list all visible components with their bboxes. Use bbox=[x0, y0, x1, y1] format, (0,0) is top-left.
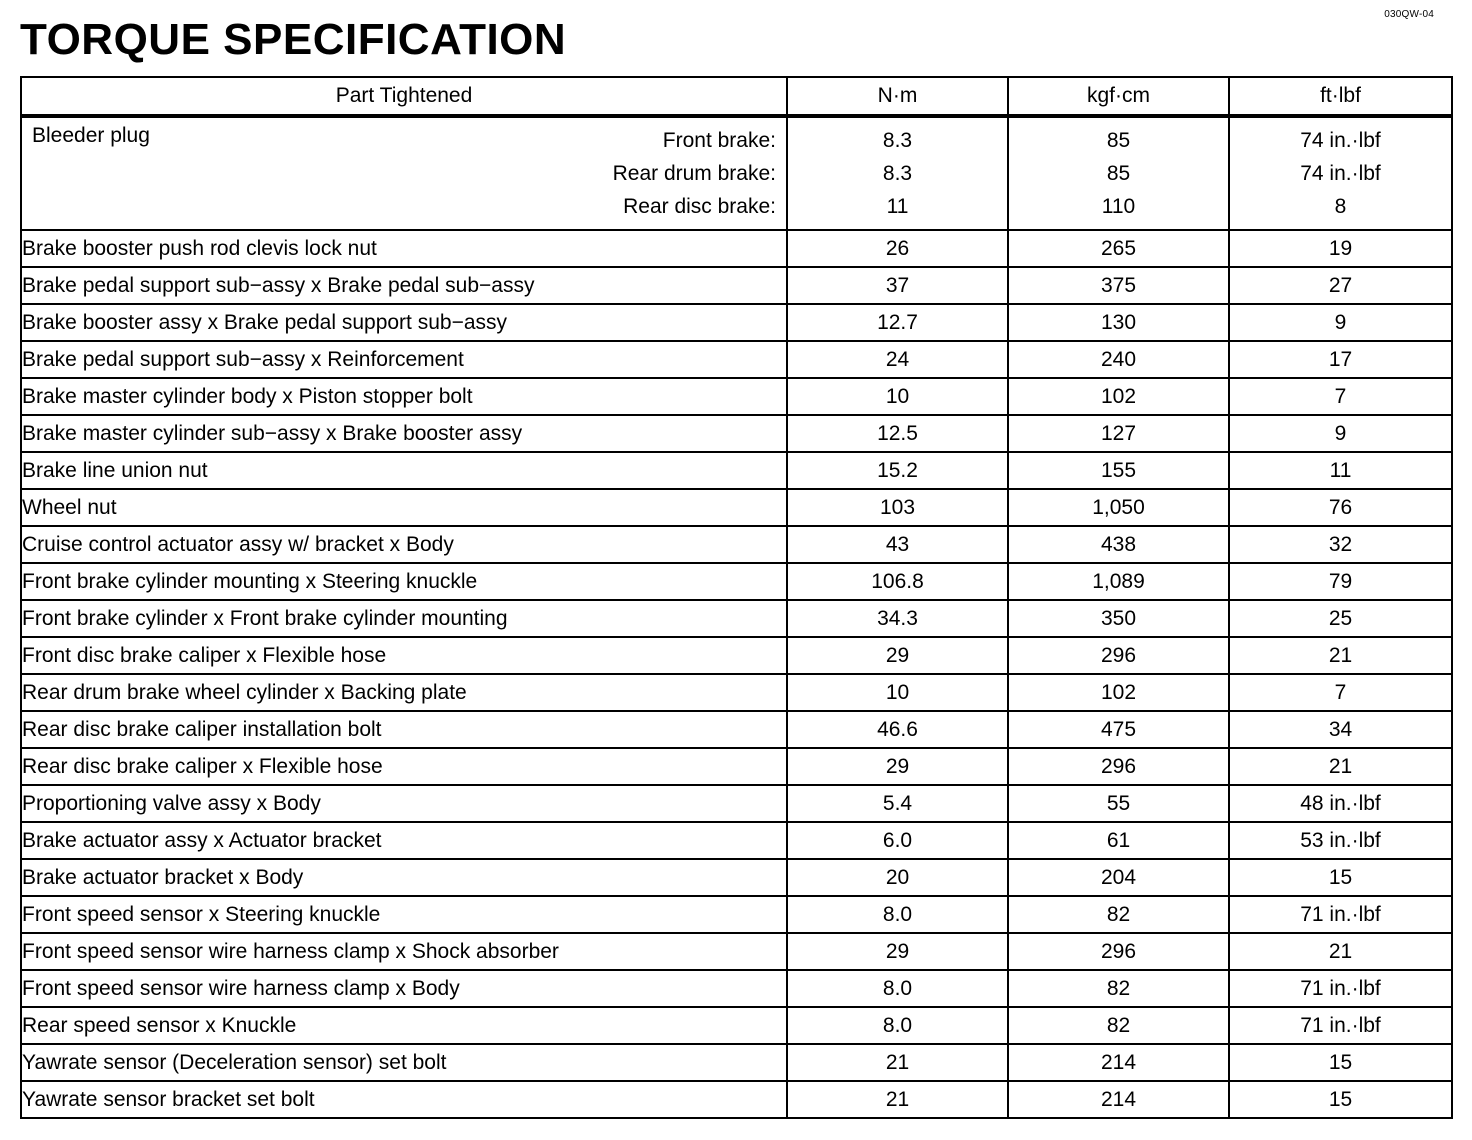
ft-cell: 19 bbox=[1229, 230, 1452, 267]
ft-cell: 21 bbox=[1229, 637, 1452, 674]
kgf-cell: 296 bbox=[1008, 933, 1229, 970]
nm-cell: 10 bbox=[787, 674, 1008, 711]
nm-cell: 20 bbox=[787, 859, 1008, 896]
table-row bbox=[21, 267, 1452, 304]
part-cell: Front speed sensor wire harness clamp x Body bbox=[21, 970, 787, 1007]
part-cell: Brake booster assy x Brake pedal support sub−assy bbox=[21, 304, 787, 341]
ft-cell: 15 bbox=[1229, 1081, 1452, 1118]
part-cell: Brake master cylinder sub−assy x Brake booster assy bbox=[21, 415, 787, 452]
table-row bbox=[21, 526, 1452, 563]
ft-cell: 71 in.·lbf bbox=[1229, 896, 1452, 933]
part-cell: Yawrate sensor (Deceleration sensor) set bolt bbox=[21, 1044, 787, 1081]
ft-cell: 71 in.·lbf bbox=[1229, 970, 1452, 1007]
part-cell: Proportioning valve assy x Body bbox=[21, 785, 787, 822]
table-row bbox=[21, 341, 1452, 378]
part-cell: Brake booster push rod clevis lock nut bbox=[21, 230, 787, 267]
bleeder-ft-value: 74 in.·lbf bbox=[1300, 129, 1381, 152]
bleeder-sub-label: Front brake: bbox=[662, 129, 776, 152]
part-cell: Front brake cylinder mounting x Steering knuckle bbox=[21, 563, 787, 600]
nm-cell: 24 bbox=[787, 341, 1008, 378]
kgf-cell: 214 bbox=[1008, 1044, 1229, 1081]
nm-cell: 6.0 bbox=[787, 822, 1008, 859]
kgf-cell: 82 bbox=[1008, 896, 1229, 933]
torque-spec-table bbox=[20, 76, 1453, 1119]
kgf-cell: 102 bbox=[1008, 674, 1229, 711]
ft-cell: 32 bbox=[1229, 526, 1452, 563]
part-cell: Rear disc brake caliper x Flexible hose bbox=[21, 748, 787, 785]
kgf-cell: 214 bbox=[1008, 1081, 1229, 1118]
ft-cell: 79 bbox=[1229, 563, 1452, 600]
table-row bbox=[21, 600, 1452, 637]
ft-cell: 53 in.·lbf bbox=[1229, 822, 1452, 859]
kgf-cell: 82 bbox=[1008, 1007, 1229, 1044]
table-row-bleeder-plug bbox=[21, 116, 1452, 230]
ft-cell: 27 bbox=[1229, 267, 1452, 304]
part-cell: Wheel nut bbox=[21, 489, 787, 526]
part-cell: Brake line union nut bbox=[21, 452, 787, 489]
bleeder-ft-value: 8 bbox=[1334, 195, 1347, 218]
column-header-kgf: kgf·cm bbox=[1008, 77, 1229, 116]
nm-cell: 43 bbox=[787, 526, 1008, 563]
table-row bbox=[21, 711, 1452, 748]
column-header-part: Part Tightened bbox=[21, 77, 787, 116]
kgf-cell: 155 bbox=[1008, 452, 1229, 489]
part-cell: Front disc brake caliper x Flexible hose bbox=[21, 637, 787, 674]
ft-cell: 76 bbox=[1229, 489, 1452, 526]
table-header-row bbox=[21, 77, 1452, 116]
bleeder-nm-value: 8.3 bbox=[882, 129, 913, 152]
bleeder-kgf-value: 85 bbox=[1106, 162, 1131, 185]
part-cell: Brake master cylinder body x Piston stopper bolt bbox=[21, 378, 787, 415]
ft-cell: 15 bbox=[1229, 859, 1452, 896]
part-cell: Front speed sensor wire harness clamp x Shock absorber bbox=[21, 933, 787, 970]
part-cell: Rear speed sensor x Knuckle bbox=[21, 1007, 787, 1044]
table-row bbox=[21, 563, 1452, 600]
table-row bbox=[21, 1081, 1452, 1118]
part-cell: Brake actuator bracket x Body bbox=[21, 859, 787, 896]
ft-cell: 25 bbox=[1229, 600, 1452, 637]
nm-cell: 26 bbox=[787, 230, 1008, 267]
kgf-cell: 1,050 bbox=[1008, 489, 1229, 526]
bleeder-sub-label: Rear disc brake: bbox=[623, 195, 776, 218]
nm-cell: 29 bbox=[787, 933, 1008, 970]
kgf-cell: 82 bbox=[1008, 970, 1229, 1007]
bleeder-part-name: Bleeder plug bbox=[32, 124, 150, 147]
table-row bbox=[21, 415, 1452, 452]
table-row bbox=[21, 378, 1452, 415]
table-row bbox=[21, 970, 1452, 1007]
nm-cell: 34.3 bbox=[787, 600, 1008, 637]
ft-cell: 17 bbox=[1229, 341, 1452, 378]
table-row bbox=[21, 748, 1452, 785]
table-row bbox=[21, 637, 1452, 674]
table-row bbox=[21, 1044, 1452, 1081]
table-row bbox=[21, 304, 1452, 341]
part-cell: Brake pedal support sub−assy x Reinforcement bbox=[21, 341, 787, 378]
table-row bbox=[21, 452, 1452, 489]
part-cell: Yawrate sensor bracket set bolt bbox=[21, 1081, 787, 1118]
nm-cell: 8.0 bbox=[787, 1007, 1008, 1044]
nm-cell: 37 bbox=[787, 267, 1008, 304]
ft-cell: 9 bbox=[1229, 304, 1452, 341]
nm-cell: 103 bbox=[787, 489, 1008, 526]
nm-cell: 21 bbox=[787, 1081, 1008, 1118]
table-row bbox=[21, 859, 1452, 896]
table-row bbox=[21, 230, 1452, 267]
table-row bbox=[21, 1007, 1452, 1044]
part-cell: Brake pedal support sub−assy x Brake pedal sub−assy bbox=[21, 267, 787, 304]
kgf-cell: 102 bbox=[1008, 378, 1229, 415]
table-row bbox=[21, 489, 1452, 526]
kgf-cell: 240 bbox=[1008, 341, 1229, 378]
column-header-ft: ft·lbf bbox=[1229, 77, 1452, 116]
bleeder-ft-value: 74 in.·lbf bbox=[1300, 162, 1381, 185]
kgf-cell: 438 bbox=[1008, 526, 1229, 563]
kgf-cell: 375 bbox=[1008, 267, 1229, 304]
nm-cell: 8.0 bbox=[787, 896, 1008, 933]
ft-cell: 71 in.·lbf bbox=[1229, 1007, 1452, 1044]
table-row bbox=[21, 896, 1452, 933]
part-cell: Front speed sensor x Steering knuckle bbox=[21, 896, 787, 933]
ft-cell: 7 bbox=[1229, 674, 1452, 711]
part-cell: Rear disc brake caliper installation bolt bbox=[21, 711, 787, 748]
bleeder-sub-label: Rear drum brake: bbox=[612, 162, 776, 185]
nm-cell: 29 bbox=[787, 748, 1008, 785]
bleeder-nm-value: 8.3 bbox=[882, 162, 913, 185]
kgf-cell: 1,089 bbox=[1008, 563, 1229, 600]
kgf-cell: 127 bbox=[1008, 415, 1229, 452]
kgf-cell: 296 bbox=[1008, 637, 1229, 674]
table-row bbox=[21, 933, 1452, 970]
ft-cell: 9 bbox=[1229, 415, 1452, 452]
kgf-cell: 55 bbox=[1008, 785, 1229, 822]
ft-cell: 34 bbox=[1229, 711, 1452, 748]
kgf-cell: 265 bbox=[1008, 230, 1229, 267]
table-row bbox=[21, 674, 1452, 711]
kgf-cell: 204 bbox=[1008, 859, 1229, 896]
kgf-cell: 475 bbox=[1008, 711, 1229, 748]
nm-cell: 106.8 bbox=[787, 563, 1008, 600]
kgf-cell: 350 bbox=[1008, 600, 1229, 637]
ft-cell: 11 bbox=[1229, 452, 1452, 489]
nm-cell: 46.6 bbox=[787, 711, 1008, 748]
ft-cell: 15 bbox=[1229, 1044, 1452, 1081]
bleeder-sub-labels bbox=[613, 124, 776, 223]
ft-cell: 21 bbox=[1229, 933, 1452, 970]
nm-cell: 12.7 bbox=[787, 304, 1008, 341]
part-cell: Rear drum brake wheel cylinder x Backing plate bbox=[21, 674, 787, 711]
kgf-cell: 296 bbox=[1008, 748, 1229, 785]
table-row bbox=[21, 785, 1452, 822]
column-header-nm: N·m bbox=[787, 77, 1008, 116]
bleeder-ft-cell bbox=[1229, 116, 1452, 230]
nm-cell: 5.4 bbox=[787, 785, 1008, 822]
nm-cell: 29 bbox=[787, 637, 1008, 674]
kgf-cell: 130 bbox=[1008, 304, 1229, 341]
part-cell: Front brake cylinder x Front brake cylinder mounting bbox=[21, 600, 787, 637]
bleeder-kgf-cell bbox=[1008, 116, 1229, 230]
ft-cell: 7 bbox=[1229, 378, 1452, 415]
bleeder-part-cell bbox=[21, 116, 787, 230]
bleeder-kgf-value: 110 bbox=[1101, 195, 1136, 218]
nm-cell: 8.0 bbox=[787, 970, 1008, 1007]
bleeder-nm-cell bbox=[787, 116, 1008, 230]
page-title: TORQUE SPECIFICATION bbox=[20, 15, 567, 64]
nm-cell: 21 bbox=[787, 1044, 1008, 1081]
document-code: 030QW-04 bbox=[1384, 9, 1434, 20]
part-cell: Cruise control actuator assy w/ bracket x Body bbox=[21, 526, 787, 563]
nm-cell: 15.2 bbox=[787, 452, 1008, 489]
kgf-cell: 61 bbox=[1008, 822, 1229, 859]
nm-cell: 10 bbox=[787, 378, 1008, 415]
part-cell: Brake actuator assy x Actuator bracket bbox=[21, 822, 787, 859]
table-row bbox=[21, 822, 1452, 859]
bleeder-kgf-value: 85 bbox=[1106, 129, 1131, 152]
bleeder-nm-value: 11 bbox=[886, 195, 909, 218]
nm-cell: 12.5 bbox=[787, 415, 1008, 452]
ft-cell: 21 bbox=[1229, 748, 1452, 785]
ft-cell: 48 in.·lbf bbox=[1229, 785, 1452, 822]
